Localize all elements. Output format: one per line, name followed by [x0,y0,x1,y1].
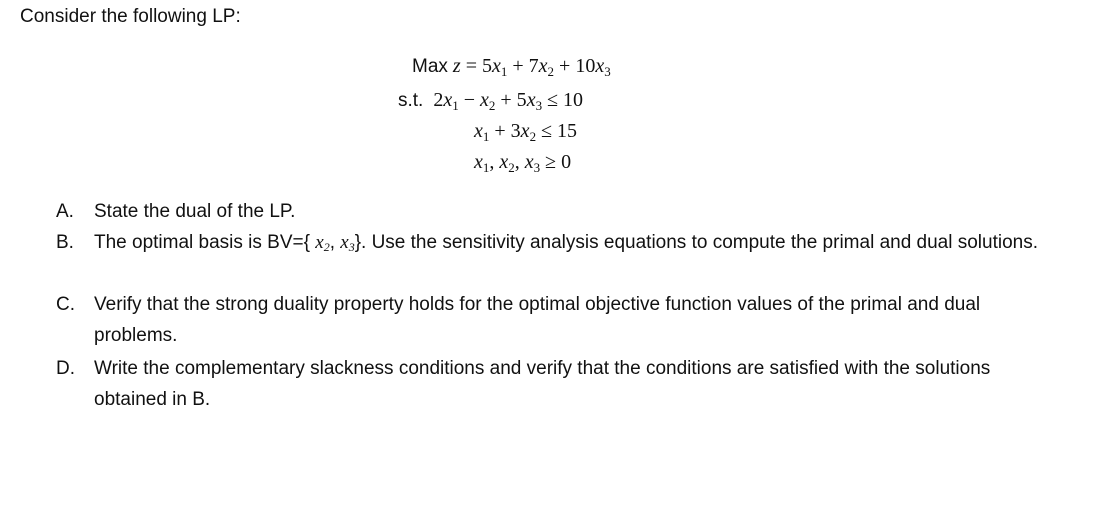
lp-nonnegativity: $x_1$, $x_2$, $x_3 \ge 0$ [474,151,572,175]
question-text: Verify that the strong duality property holds for the optimal objective function values of the primal and dual problems. [94,294,981,346]
question-text: Write the complementary slackness conditions and verify that the conditions are satisfied with the solutions obtained in B. [94,358,991,410]
intro-text: Consider the following LP: [20,6,241,27]
question-letter: A. [56,201,74,222]
question-text: The optimal basis is BV={ $x_2$, $x_3$}. Use the sensitivity analysis equations to compute the primal and dual solutions. [94,232,1039,254]
basis-var-x3: $x_3$ [340,232,355,254]
basis-var-x2: $x_2$ [315,232,330,254]
lp-objective: Max $z = 5x_1 + 7x_2 + 10x_3$ [412,55,611,79]
st-label: s.t. [398,90,424,111]
question-letter: B. [56,232,74,253]
question-letter: C. [56,294,75,315]
question-text: State the dual of the LP. [94,201,296,222]
lp-constraint-1: s.t. $2x_1 - x_2 + 5x_3 \le 10$ [398,89,584,113]
question-letter: D. [56,358,75,379]
lp-constraint-2: $x_1 + 3x_2 \le 15$ [474,120,578,144]
objective-label: Max [412,56,448,77]
